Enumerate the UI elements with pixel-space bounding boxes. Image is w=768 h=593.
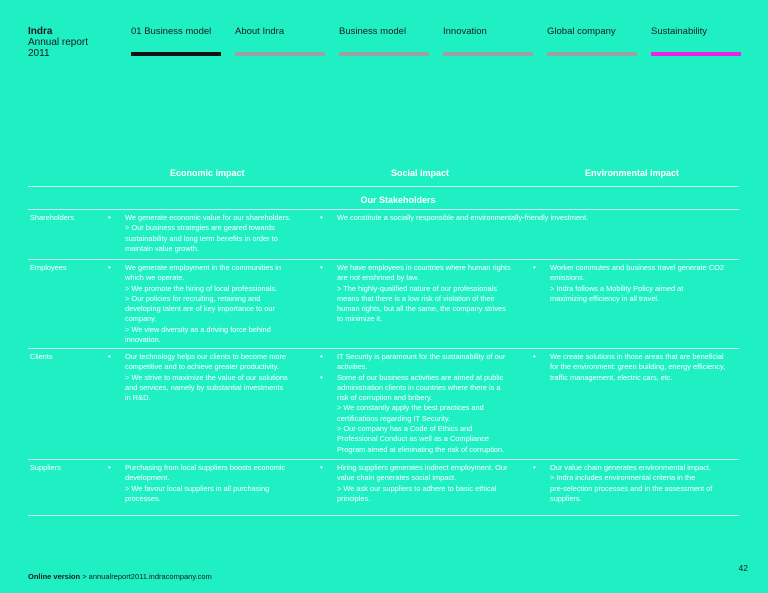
divider [28, 209, 739, 210]
footer [28, 572, 212, 581]
nav-global-company[interactable]: Global company [547, 26, 637, 56]
cell-economic: • Purchasing from local suppliers boosts economic development. > We favour local suppliers in all purchasing processes. [108, 463, 286, 503]
nav-business-model[interactable]: Business model [339, 26, 429, 56]
header-social: Social impact [391, 168, 450, 178]
cell-economic: • We generate economic value for our shareholders. > Our business strategies are geared towards sustainability and long term benefits in order to maintain value growth. [108, 213, 291, 253]
cell-economic: • Our technology helps our clients to become more competitive and to achieve greater productivity. > We strive to maximize the value of our solutions and services, namely by substantial investments in R&D. [108, 352, 288, 403]
row-label: Clients [30, 352, 53, 361]
online-version-link[interactable]: > annualreport2011.indracompany.com [82, 572, 212, 581]
cell-environmental: • We create solutions in those areas that are beneficial for the environment: green building, energy efficiency, traffic management, electric cars, etc. [533, 352, 726, 382]
cell-environmental: • Worker commutes and business travel generate CO2 emissions. > Indra follows a Mobility Policy aimed at maximizing efficiency in all travel. [533, 263, 725, 303]
brand-line1: Annual report [28, 37, 89, 48]
brand-line2: 2011 [28, 48, 50, 59]
cell-social: • We constitute a socially responsible and environmentally-friendly investment. [320, 213, 589, 222]
online-version-label: Online version [28, 572, 81, 581]
divider [28, 259, 739, 260]
brand [28, 26, 88, 59]
row-label: Employees [30, 263, 67, 272]
stakeholders-title: Our Stakeholders [360, 195, 436, 205]
row-label: Shareholders [30, 213, 74, 222]
nav-business-model-chapter[interactable]: 01 Business model [131, 26, 221, 56]
nav-sustainability[interactable]: Sustainability [651, 26, 741, 56]
cell-social: • We have employees in countries where human rights are not enshrined by law. > The highly-qualified nature of our professionals means that there is a low risk of violation of their human rights, but all the same, the company strives to minimize it. [320, 263, 511, 324]
top-nav [131, 26, 755, 56]
page-number: 42 [738, 563, 748, 573]
cell-environmental: • Our value chain generates environmental impact. > Indra includes environmental criteria in the pre-selection processes and in the assessment of suppliers. [533, 463, 713, 503]
divider [28, 348, 739, 349]
header-environmental: Environmental impact [585, 168, 680, 178]
header-economic: Economic impact [170, 168, 245, 178]
divider [28, 515, 739, 516]
cell-economic: • We generate employment in the communities in which we operate. > We promote the hiring of local professionals. > Our policies for recruiting, retaining and developing talent are of key importance to our company. > We view diversity as a driving force behind innovation. [108, 263, 281, 345]
cell-social: • IT Security is paramount for the sustainability of our activities. • Some of our business activities are aimed at public administration clients in countries where there is a risk of corruption and bribery. > We constantly apply the best practices and certifications regarding IT Security. > Our company has a Code of Ethics and Professional Conduct as well as a Compliance Program aimed at eliminating the risk of corruption. [320, 352, 506, 454]
brand-name: Indra [28, 26, 53, 37]
nav-about-indra[interactable]: About Indra [235, 26, 325, 56]
divider [28, 459, 739, 460]
cell-social: • Hiring suppliers generates indirect employment. Our value chain generates social impact. > We ask our suppliers to adhere to basic ethical principles. [320, 463, 508, 503]
divider [28, 186, 739, 187]
row-label: Suppliers [30, 463, 61, 472]
nav-innovation[interactable]: Innovation [443, 26, 533, 56]
